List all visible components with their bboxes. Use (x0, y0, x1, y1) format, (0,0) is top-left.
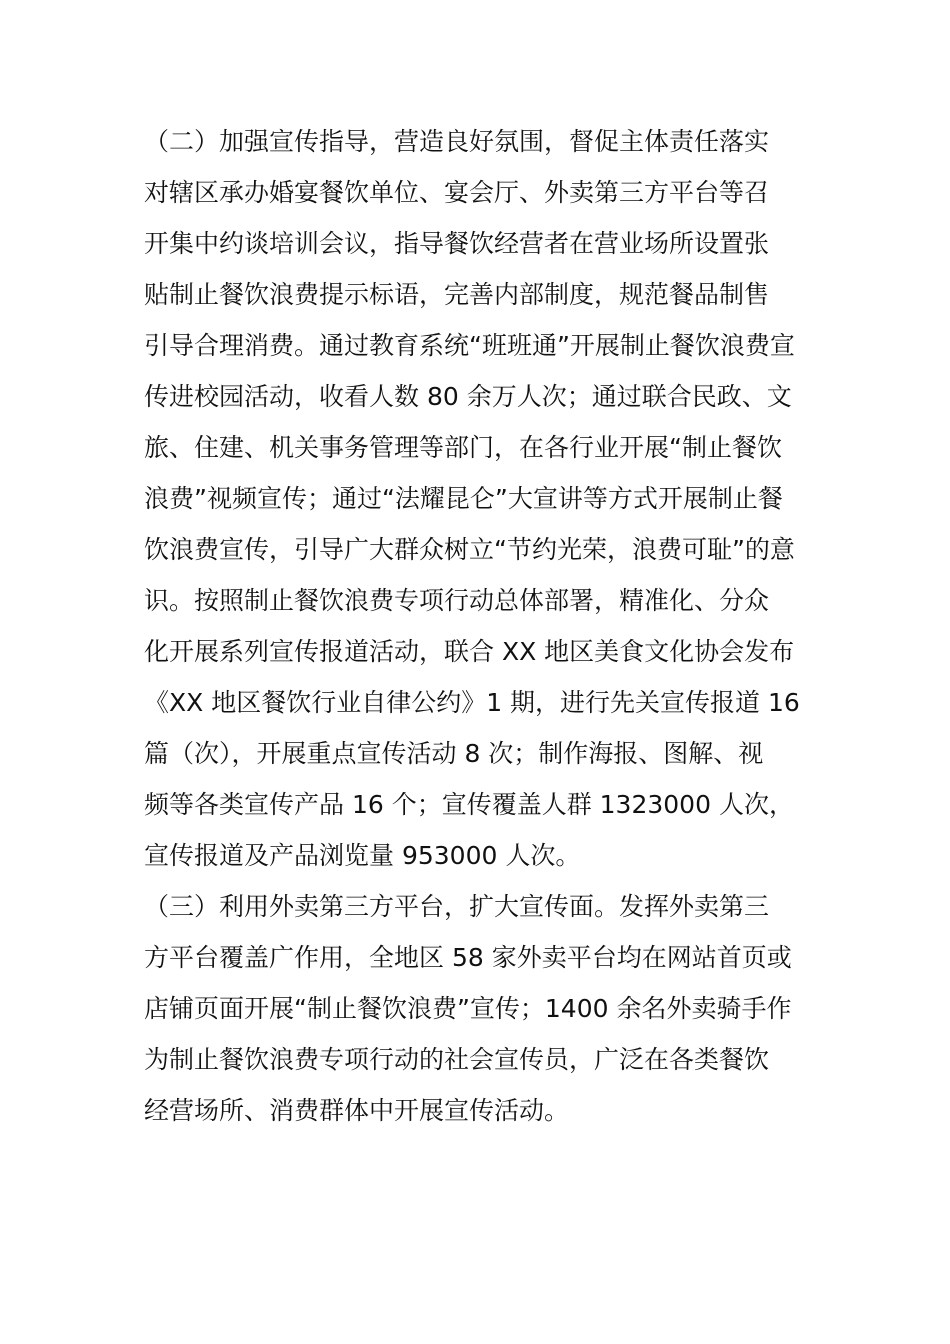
text-line: 频等各类宣传产品 16 个；宣传覆盖人群 1323000 人次， (144, 790, 794, 819)
text-line: 识。按照制止餐饮浪费专项行动总体部署，精准化、分众 (144, 586, 770, 615)
text-line: 店铺页面开展“制止餐饮浪费”宣传；1400 余名外卖骑手作 (144, 994, 792, 1023)
text-line: 开集中约谈培训会议，指导餐饮经营者在营业场所设置张 (144, 229, 770, 258)
text-line: 经营场所、消费群体中开展宣传活动。 (144, 1096, 570, 1125)
text-line: 贴制止餐饮浪费提示标语，完善内部制度，规范餐品制售 (144, 280, 770, 309)
text-line: 为制止餐饮浪费专项行动的社会宣传员，广泛在各类餐饮 (144, 1045, 770, 1074)
text-line: 旅、住建、机关事务管理等部门，在各行业开展“制止餐饮 (144, 433, 782, 462)
text-line: （二）加强宣传指导，营造良好氛围，督促主体责任落实 (144, 127, 770, 156)
text-line: （三）利用外卖第三方平台，扩大宣传面。发挥外卖第三 (144, 892, 770, 921)
text-line: 引导合理消费。通过教育系统“班班通”开展制止餐饮浪费宣 (144, 331, 795, 360)
text-line: 传进校园活动，收看人数 80 余万人次；通过联合民政、文 (144, 382, 792, 411)
text-line: 化开展系列宣传报道活动，联合 XX 地区美食文化协会发布 (144, 637, 795, 666)
text-line: 篇（次），开展重点宣传活动 8 次；制作海报、图解、视 (144, 739, 764, 768)
text-line: 方平台覆盖广作用，全地区 58 家外卖平台均在网站首页或 (144, 943, 792, 972)
paragraph-delivery-platforms (144, 881, 816, 1136)
document-body (144, 116, 816, 1136)
paragraph-publicity-guidance (144, 116, 816, 881)
text-line: 《XX 地区餐饮行业自律公约》1 期，进行先关宣传报道 16 (144, 688, 800, 717)
text-line: 饮浪费宣传，引导广大群众树立“节约光荣，浪费可耻”的意 (144, 535, 795, 564)
text-line: 浪费”视频宣传；通过“法耀昆仑”大宣讲等方式开展制止餐 (144, 484, 783, 513)
text-line: 宣传报道及产品浏览量 953000 人次。 (144, 841, 581, 870)
text-line: 对辖区承办婚宴餐饮单位、宴会厅、外卖第三方平台等召 (144, 178, 770, 207)
